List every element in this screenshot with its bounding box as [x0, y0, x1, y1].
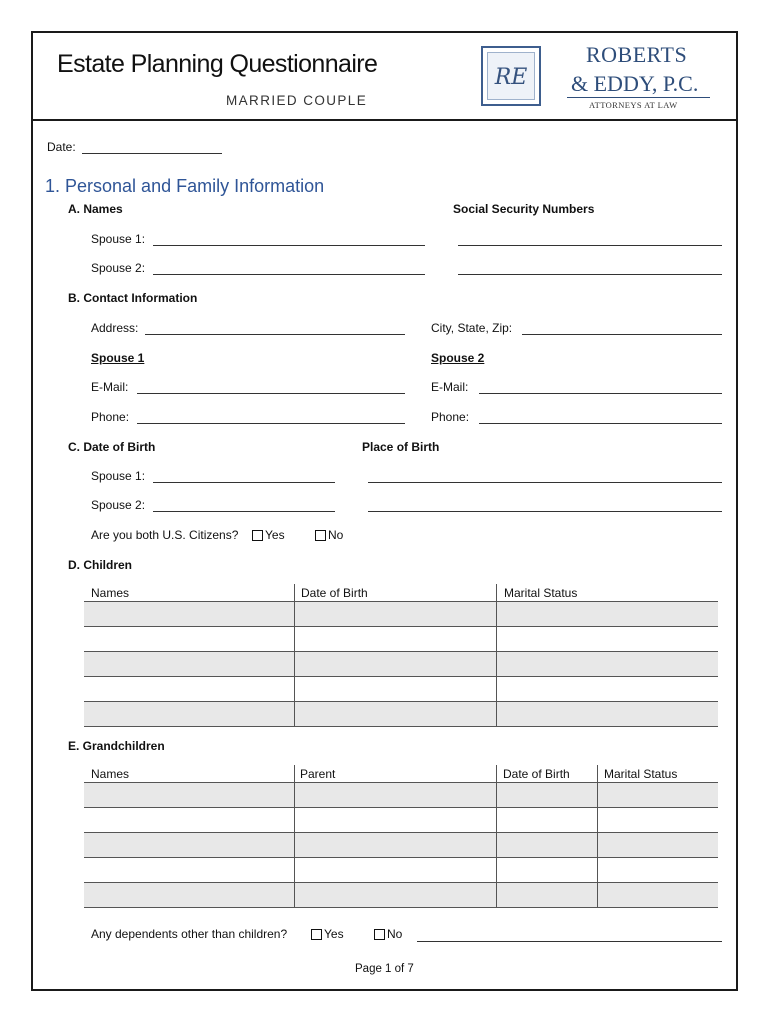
address-label: Address: [91, 321, 139, 335]
citizens-yes-label: Yes [265, 528, 285, 542]
table-cell[interactable] [597, 858, 718, 883]
birth-subheading: C. Date of Birth [68, 440, 156, 454]
table-cell[interactable] [84, 858, 294, 883]
citizens-no-option[interactable] [315, 528, 343, 542]
spouse1-birthplace-field[interactable] [368, 482, 722, 483]
table-cell[interactable] [84, 627, 294, 652]
table-row [84, 883, 718, 908]
table-row [84, 677, 718, 702]
logo-inner-panel [487, 52, 535, 100]
table-cell[interactable] [84, 677, 294, 702]
firm-tagline: ATTORNEYS AT LAW [589, 100, 678, 110]
table-cell[interactable] [496, 783, 597, 808]
grandchildren-header-divider [496, 765, 497, 783]
table-cell[interactable] [496, 677, 718, 702]
dependents-no-checkbox[interactable] [374, 929, 385, 940]
contact-subheading: B. Contact Information [68, 291, 198, 305]
table-cell[interactable] [294, 783, 496, 808]
spouse1-dob-label: Spouse 1: [91, 469, 146, 483]
table-cell[interactable] [294, 652, 496, 677]
spouse1-contact-heading: Spouse 1 [91, 351, 145, 365]
table-cell[interactable] [496, 808, 597, 833]
children-header-divider [294, 584, 295, 602]
grandchildren-col-dob: Date of Birth [503, 767, 570, 781]
spouse2-contact-heading: Spouse 2 [431, 351, 485, 365]
table-row [84, 808, 718, 833]
table-cell[interactable] [294, 677, 496, 702]
table-cell[interactable] [294, 602, 496, 627]
table-cell[interactable] [597, 833, 718, 858]
children-col-names: Names [91, 586, 130, 600]
table-cell[interactable] [496, 702, 718, 727]
table-cell[interactable] [294, 858, 496, 883]
children-subheading: D. Children [68, 558, 133, 572]
spouse2-dob-field[interactable] [153, 511, 335, 512]
table-cell[interactable] [496, 652, 718, 677]
table-cell[interactable] [294, 833, 496, 858]
table-row [84, 602, 718, 627]
spouse1-name-label: Spouse 1: [91, 232, 146, 246]
table-cell[interactable] [496, 883, 597, 908]
city-state-zip-label: City, State, Zip: [431, 321, 513, 335]
table-cell[interactable] [84, 783, 294, 808]
document-title: Estate Planning Questionnaire [57, 50, 378, 78]
grandchildren-header-divider [597, 765, 598, 783]
section-heading: 1. Personal and Family Information [45, 176, 325, 196]
citizens-no-label: No [328, 528, 344, 542]
spouse1-email-label: E-Mail: [91, 380, 129, 394]
dependents-yes-label: Yes [324, 927, 344, 941]
spouse1-dob-field[interactable] [153, 482, 335, 483]
citizens-yes-checkbox[interactable] [252, 530, 263, 541]
table-cell[interactable] [294, 883, 496, 908]
spouse2-ssn-field[interactable] [458, 274, 722, 275]
dependents-yes-option[interactable] [311, 927, 344, 941]
citizens-question [91, 528, 238, 542]
spouse1-email-field[interactable] [137, 393, 405, 394]
spouse2-email-label: E-Mail: [431, 380, 469, 394]
children-header-divider [496, 584, 497, 602]
grandchildren-subheading: E. Grandchildren [68, 739, 165, 753]
spouse2-birthplace-field[interactable] [368, 511, 722, 512]
table-row [84, 627, 718, 652]
table-row [84, 652, 718, 677]
table-row [84, 783, 718, 808]
grandchildren-col-marital: Marital Status [604, 767, 678, 781]
table-cell[interactable] [597, 783, 718, 808]
children-col-dob: Date of Birth [301, 586, 368, 600]
document-subtitle: MARRIED COUPLE [226, 93, 368, 108]
spouse2-phone-field[interactable] [479, 423, 722, 424]
logo-divider [567, 97, 710, 98]
children-col-marital: Marital Status [504, 586, 578, 600]
spouse2-phone-label: Phone: [431, 410, 470, 424]
dependents-detail-field[interactable] [417, 941, 722, 942]
firm-name-line1: ROBERTS [586, 42, 688, 67]
table-cell[interactable] [84, 883, 294, 908]
table-cell[interactable] [84, 652, 294, 677]
spouse2-email-field[interactable] [479, 393, 722, 394]
citizens-question-text: Are you both U.S. Citizens? [91, 528, 239, 542]
citizens-yes-option[interactable] [252, 528, 285, 542]
table-cell[interactable] [294, 627, 496, 652]
table-cell[interactable] [84, 602, 294, 627]
table-cell[interactable] [294, 702, 496, 727]
table-cell[interactable] [496, 858, 597, 883]
table-cell[interactable] [294, 808, 496, 833]
table-row [84, 833, 718, 858]
address-field[interactable] [145, 334, 405, 335]
grandchildren-col-parent: Parent [300, 767, 336, 781]
dependents-question: Any dependents other than children? [91, 927, 288, 941]
table-cell[interactable] [597, 883, 718, 908]
logo-monogram-text: RE [494, 65, 528, 90]
table-cell[interactable] [84, 833, 294, 858]
dependents-yes-checkbox[interactable] [311, 929, 322, 940]
spouse2-name-field[interactable] [153, 274, 425, 275]
table-cell[interactable] [496, 602, 718, 627]
table-cell[interactable] [496, 627, 718, 652]
spouse2-name-label: Spouse 2: [91, 261, 146, 275]
dependents-no-label: No [387, 927, 403, 941]
citizens-no-checkbox[interactable] [315, 530, 326, 541]
firm-name-line2: & EDDY, P.C. [571, 71, 699, 96]
grandchildren-header-divider [294, 765, 295, 783]
spouse1-ssn-field[interactable] [458, 245, 722, 246]
children-table [84, 601, 718, 727]
date-label: Date: [47, 140, 76, 154]
table-row [84, 858, 718, 883]
table-cell[interactable] [84, 702, 294, 727]
place-of-birth-heading: Place of Birth [362, 440, 440, 454]
table-cell[interactable] [597, 808, 718, 833]
city-state-zip-field[interactable] [522, 334, 722, 335]
spouse1-name-field[interactable] [153, 245, 425, 246]
firm-logo-monogram [481, 46, 541, 106]
page-number: Page 1 of 7 [355, 963, 414, 975]
ssn-heading: Social Security Numbers [453, 202, 595, 216]
table-cell[interactable] [84, 808, 294, 833]
header-divider [31, 119, 738, 121]
dependents-no-option[interactable] [374, 927, 402, 941]
spouse1-phone-label: Phone: [91, 410, 130, 424]
grandchildren-table [84, 782, 718, 908]
grandchildren-col-names: Names [91, 767, 130, 781]
spouse1-phone-field[interactable] [137, 423, 405, 424]
table-cell[interactable] [496, 833, 597, 858]
names-subheading: A. Names [68, 202, 123, 216]
date-field[interactable] [82, 153, 222, 154]
table-row [84, 702, 718, 727]
spouse2-dob-label: Spouse 2: [91, 498, 146, 512]
